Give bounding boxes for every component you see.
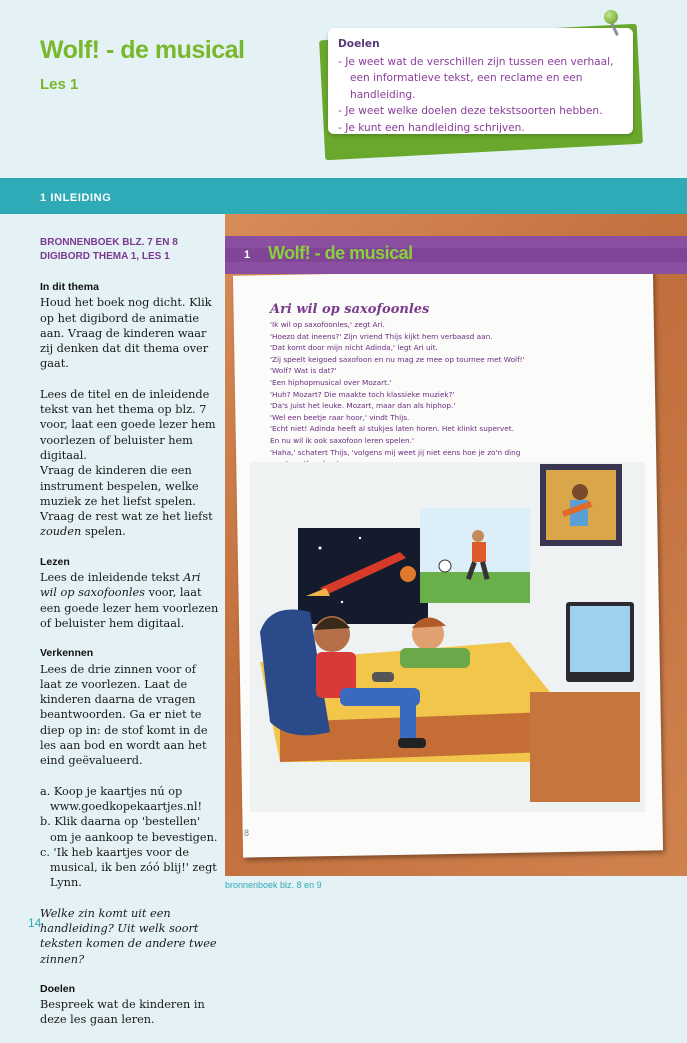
story-line: 'Echt niet! Adinda heeft al stukjes laten horen. Het klinkt supervet.	[270, 424, 514, 434]
story-line: 'Wolf? Wat is dat?'	[270, 366, 337, 376]
story-title: Ari wil op saxofoonles	[270, 302, 430, 317]
source-references	[40, 236, 220, 264]
example-sentences	[40, 784, 220, 891]
text-thema: Houd het boek nog dicht. Klik op het digibord de animatie aan. Vraag de kinderen waar zij denken dat dit thema over gaat.	[40, 296, 212, 371]
book-page-number: 8	[244, 828, 250, 838]
heading-doelen: Doelen	[40, 982, 76, 995]
heading-verkennen: Verkennen	[40, 647, 94, 660]
image-caption: bronnenboek blz. 8 en 9	[225, 880, 322, 890]
story-line: 'Zij speelt keigoed saxofoon en nu mag ze mee op tournee met Wolf!'	[270, 354, 525, 364]
list-item: b. Klik daarna op 'bestellen' om je aankoop te bevestigen.	[40, 815, 218, 844]
story-line: 'Ik wil op saxofoonles,' zegt Ari.	[270, 320, 385, 329]
game-controller	[372, 672, 394, 682]
goal-item: - Je weet welke doelen deze tekstsoorten hebben.	[338, 105, 603, 117]
lesson-label: Les 1	[40, 76, 79, 93]
pin-icon	[604, 10, 618, 24]
heading-thema: In dit thema	[40, 281, 99, 293]
goal-item: - Je kunt een handleiding schrijven.	[338, 121, 525, 134]
list-item: c. 'Ik heb kaartjes voor de musical, ik ben zóó blij!' zegt Lynn.	[40, 845, 217, 890]
page-number: 14	[28, 916, 42, 930]
goal-item: - Je weet wat de verschillen zijn tussen een verhaal, een informatieve tekst, een reclame en een handleiding.	[338, 55, 614, 101]
desk	[530, 692, 640, 802]
story-illustration	[250, 462, 645, 812]
story-line: 'Dat komt door mijn nicht Adinda,' legt Ari uit.	[270, 343, 438, 353]
text-doelen: Bespreek wat de kinderen in deze les gaan leren.	[40, 998, 205, 1027]
goals-card	[328, 28, 633, 134]
story-line: En nu wil ik ook saxofoon leren spelen.'	[270, 435, 414, 445]
book-chapter-number: 1	[244, 249, 251, 261]
reference-book: BRONNENBOEK BLZ. 7 EN 8	[40, 237, 178, 248]
story-line: 'Hoezo dat ineens?' Zijn vriend Thijs kijkt hem verbaasd aan.	[270, 331, 493, 341]
book-title: Wolf! - de musical	[268, 243, 413, 263]
teacher-notes	[40, 236, 220, 1043]
reference-digibord: DIGIBORD THEMA 1, LES 1	[40, 251, 170, 262]
heading-lezen: Lezen	[40, 555, 70, 568]
list-item: a. Koop je kaartjes nú op www.goedkopekaartjes.nl!	[40, 784, 203, 813]
question-text: Welke zin komt uit een handleiding? Uit welk soort teksten komen de andere twee zinnen?	[40, 906, 217, 966]
story-line: 'Wel een beetje raar hoor,' vindt Thijs.	[270, 412, 410, 422]
text-verkennen: Lees de drie zinnen voor of laat ze voorlezen. Laat de kinderen daarna de vragen beantwoorden. Ga er niet te diep op in: de stof komt in de les aan bod en wordt aan het eind geëvalueerd.	[40, 662, 208, 768]
text-intro-1: Lees de titel en de inleidende tekst van het thema op blz. 7 voor, laat een goede lezer hem voorlezen of beluister hem digitaal.	[40, 387, 216, 462]
text-lezen: Lees de inleidende tekst Ari wil op saxofoonles voor, laat een goede lezer hem voorlezen of beluister hem digitaal.	[40, 571, 219, 630]
section-label: 1 INLEIDING	[40, 192, 112, 204]
story-line: 'Een hiphopmusical over Mozart.'	[270, 377, 392, 387]
page-title: Wolf! - de musical	[40, 36, 245, 64]
story-line: 'Haha,' schatert Thijs, 'volgens mij weet jij niet eens hoe je zo'n ding	[270, 447, 521, 457]
story-line: 'Huh? Mozart? Die maakte toch klassieke muziek?'	[270, 389, 455, 399]
goals-title: Doelen	[338, 38, 380, 50]
text-intro-2: Vraag de kinderen die een instrument bespelen, welke muziek ze het liefst spelen. Vraag de rest wat ze het liefst zouden spelen.	[40, 464, 213, 539]
story-line: 'Da's juist het leuke. Mozart, maar dan als hiphop.'	[270, 401, 456, 411]
